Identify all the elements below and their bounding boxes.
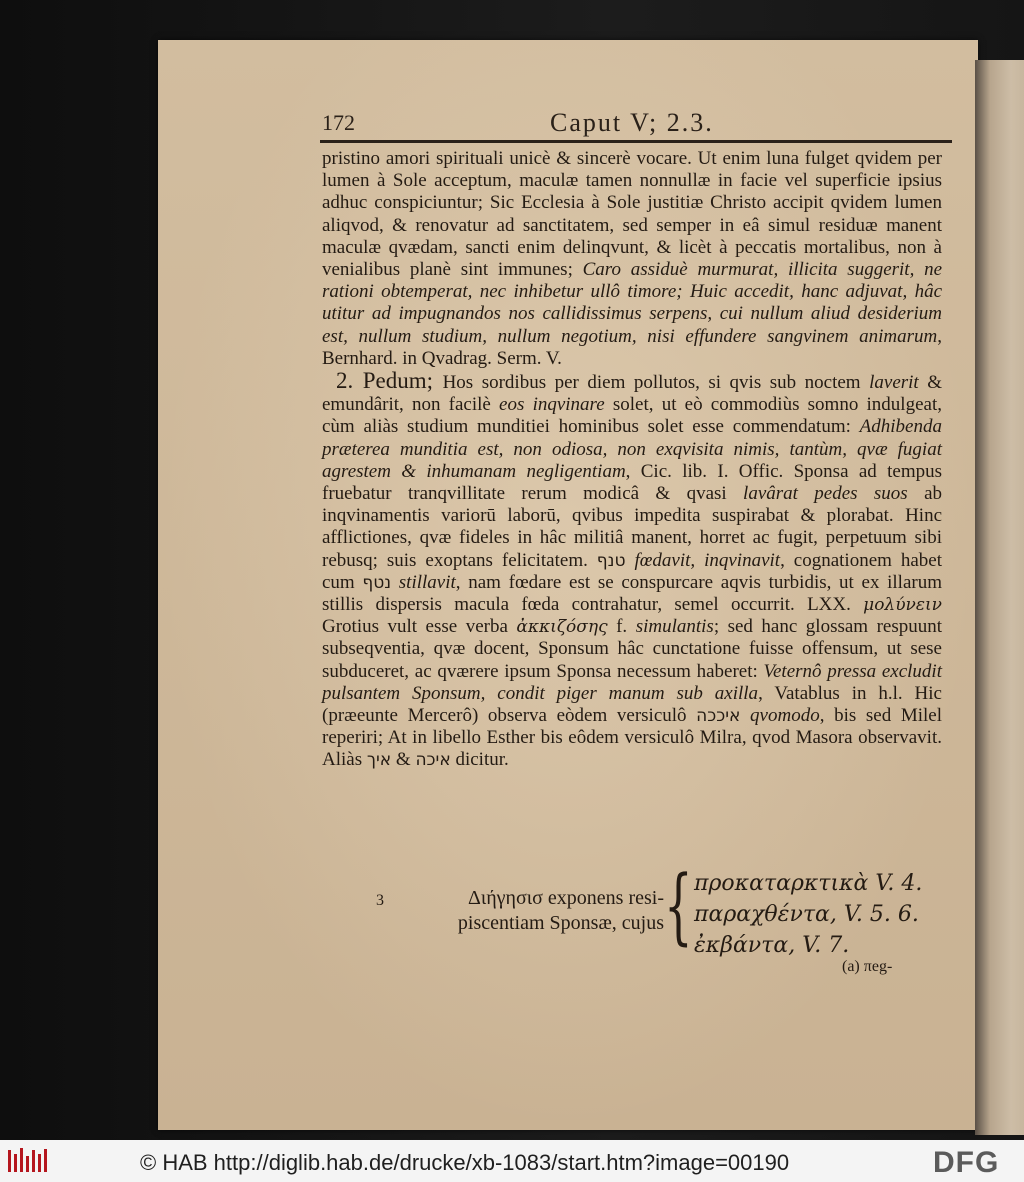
text-segment: & (391, 749, 416, 771)
text-segment: טנף (596, 550, 626, 571)
text-segment: ; sed hanc glossam respuunt subseqventia, qvæ docent, Sponsum hâc cunctatione fuisse offensum, ut sese subduceret, ac qværere ipsum Sponsa necessum haberet: (322, 616, 942, 682)
text-segment: simulantis (635, 616, 714, 638)
paragraph-1 (322, 148, 942, 370)
text-segment: dicitur. (450, 749, 509, 771)
text-segment: ἀκκιζόσης (516, 617, 608, 638)
body-text (322, 148, 942, 772)
page-header (322, 108, 952, 144)
text-segment: f. (607, 616, 636, 638)
text-segment: & emundârit, non facilè (322, 372, 943, 416)
curly-brace: { (664, 859, 693, 954)
brace-right-line: παραχθέντα, V. 5. 6. (694, 902, 919, 927)
text-segment: Grotius vult esse verba (322, 616, 517, 638)
hab-logo-icon[interactable] (6, 1146, 48, 1176)
text-segment: pristino amori spirituali unicè & sincerè vocare. Ut enim luna fulget qvidem per lumen à Sole acceptum, maculæ tamen nonnullæ in facie vel superficie ipsius adhuc conspiciuntur; Sic Ecclesia à Sole justitiæ Christo accipit qvidem lumen aliqvod, & renovatur ad sanctitatem, sed semper in eâ simul residuæ manent maculæ qvædam, sancti enim delinqvunt, & licèt à peccatis mortalibus, non à venialibus planè sint immunes; (322, 148, 942, 281)
copyright-url[interactable]: © HAB http://diglib.hab.de/drucke/xb-1083/start.htm?image=00190 (140, 1150, 790, 1175)
text-segment: Caro assiduè murmurat, illicita suggerit, ne rationi obtemperat, nec inhibetur ullô timore; Huic accedit, hanc adjuvat, hâc utitur ad impugnandos nos callidissimus serpens, cui nullum aliud desiderium est, nullum studium, nullum negotium, nisi effundere sangvinem animarum (322, 259, 942, 347)
text-segment: μολύνειν (863, 595, 942, 616)
text-segment: , Vatablus in h.l. Hic (præeunte Mercerô) observa eòdem versiculô (322, 682, 942, 727)
footer-bar (0, 1140, 1024, 1182)
brace-right-line: ἐκβάντα, V. 7. (694, 933, 850, 958)
text-segment: , cognationem habet cum (322, 549, 942, 593)
text-segment: eos inqvinare (499, 394, 605, 416)
text-segment: איככה (696, 706, 741, 727)
text-segment: Hos sordibus per diem pollutos, si qvis sub noctem (442, 372, 870, 394)
text-segment: 2. Pedum; (336, 368, 443, 394)
text-segment: stillavit (391, 571, 456, 593)
text-segment: Adhibenda præterea munditia est, non odiosa, non exqvisita nimis, tantùm, qvæ fugiat agrestem & inhumanam negligentiam (322, 416, 942, 482)
text-segment: נטף (362, 572, 392, 593)
text-segment: lavârat pedes suos (743, 483, 908, 505)
catchword: (a) πeg- (842, 958, 893, 975)
section-mark: 3 (376, 892, 384, 909)
brace-left-line: piscentiam Sponsæ, cujus (457, 912, 664, 934)
text-segment: איכה (415, 750, 451, 771)
running-head: Caput V; 2.3. (550, 108, 714, 137)
text-segment: solet, ut eò commodiùs somno indulgeat, cùm aliàs studium munditiei hominibus solet esse commendatum: (322, 394, 942, 438)
brace-right-list (694, 868, 954, 961)
text-segment: , Bernhard. in Qvadrag. Serm. V. (322, 325, 942, 369)
dfg-logo[interactable]: DFG (933, 1146, 1000, 1179)
text-segment: fœdavit, inqvinavit (625, 549, 781, 571)
text-segment: , bis sed Milel reperiri; At in libello Esther bis eôdem versiculô Milra, qvod Masora observavit. Aliàs (322, 705, 942, 771)
header-rule (320, 140, 952, 143)
paragraph-2 (322, 370, 942, 772)
brace-left-text (398, 886, 664, 936)
brace-right-line: προκαταρκτικὰ V. 4. (694, 871, 923, 896)
text-segment: , Cic. lib. I. Offic. Sponsa ad tempus fruebatur tranqvillitate rerum modicâ & qvasi (322, 460, 942, 505)
text-segment: Veternô pressa excludit pulsantem Sponsum, condit piger manum sub axilla (322, 660, 942, 704)
brace-left-line: Διήγησισ exponens resi- (467, 887, 664, 909)
text-segment: ab inqvinamentis variorū laborū, qvibus impedita suspirabat & plorabat. Hinc afflictiones, qvæ fideles in hâc militiâ manent, horret ac fugit, perpetuum sibi rebusq; suis exoptans felicitatem. (322, 483, 942, 571)
text-segment: qvomodo (740, 705, 820, 727)
text-segment: , nam fœdare est se conspurcare aqvis turbidis, ut ex illarum stillis dispersis macula fœda contrahatur, semel occurrit. LXX. (322, 571, 942, 616)
facing-page-edge (975, 60, 1024, 1135)
text-segment: laverit (869, 372, 919, 394)
page-number: 172 (322, 110, 355, 135)
text-segment: איך (366, 750, 392, 771)
